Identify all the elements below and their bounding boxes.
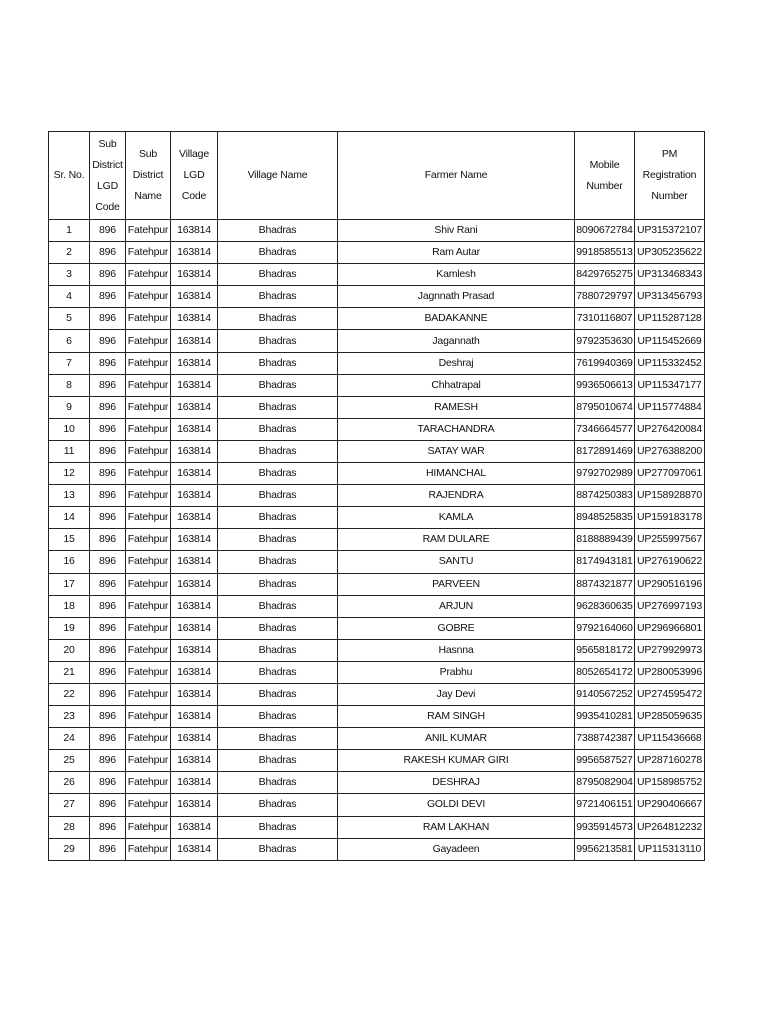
cell-village-lgd-code: 163814 [171, 683, 218, 705]
cell-village-name: Bhadras [218, 330, 338, 352]
column-header-sub-district-lgd-code: Sub District LGD Code [90, 132, 126, 220]
cell-pm-registration-number: UP115287128 [635, 308, 705, 330]
cell-village-lgd-code: 163814 [171, 308, 218, 330]
cell-pm-registration-number: UP290406667 [635, 794, 705, 816]
cell-mobile-number: 8795082904 [575, 772, 635, 794]
cell-sub-district-lgd-code: 896 [90, 242, 126, 264]
cell-village-lgd-code: 163814 [171, 264, 218, 286]
cell-pm-registration-number: UP255997567 [635, 529, 705, 551]
column-header-village-name: Village Name [218, 132, 338, 220]
cell-farmer-name: PARVEEN [338, 573, 575, 595]
cell-village-lgd-code: 163814 [171, 374, 218, 396]
table-row [49, 396, 705, 418]
cell-village-name: Bhadras [218, 838, 338, 860]
cell-sr-no: 19 [49, 617, 90, 639]
column-header-mobile-number: Mobile Number [575, 132, 635, 220]
cell-sr-no: 10 [49, 418, 90, 440]
cell-village-lgd-code: 163814 [171, 485, 218, 507]
cell-farmer-name: RAMESH [338, 396, 575, 418]
table-row [49, 352, 705, 374]
table-row [49, 463, 705, 485]
table-body [49, 220, 705, 861]
cell-sub-district-lgd-code: 896 [90, 440, 126, 462]
cell-mobile-number: 7388742387 [575, 728, 635, 750]
cell-sub-district-lgd-code: 896 [90, 750, 126, 772]
cell-sub-district-lgd-code: 896 [90, 728, 126, 750]
cell-pm-registration-number: UP277097061 [635, 463, 705, 485]
cell-sr-no: 26 [49, 772, 90, 794]
cell-village-lgd-code: 163814 [171, 750, 218, 772]
cell-mobile-number: 7619940369 [575, 352, 635, 374]
cell-village-name: Bhadras [218, 661, 338, 683]
cell-sub-district-name: Fatehpur [126, 595, 171, 617]
table-row [49, 573, 705, 595]
cell-sub-district-name: Fatehpur [126, 728, 171, 750]
cell-mobile-number: 9956213581 [575, 838, 635, 860]
table-row [49, 639, 705, 661]
cell-village-name: Bhadras [218, 264, 338, 286]
cell-mobile-number: 9935914573 [575, 816, 635, 838]
cell-pm-registration-number: UP264812232 [635, 816, 705, 838]
cell-sub-district-name: Fatehpur [126, 463, 171, 485]
cell-farmer-name: Shiv Rani [338, 220, 575, 242]
cell-farmer-name: TARACHANDRA [338, 418, 575, 440]
table-row [49, 330, 705, 352]
cell-village-name: Bhadras [218, 529, 338, 551]
cell-mobile-number: 7310116807 [575, 308, 635, 330]
table-row [49, 529, 705, 551]
cell-sub-district-name: Fatehpur [126, 529, 171, 551]
cell-village-name: Bhadras [218, 816, 338, 838]
cell-village-name: Bhadras [218, 683, 338, 705]
cell-sub-district-name: Fatehpur [126, 573, 171, 595]
cell-village-name: Bhadras [218, 308, 338, 330]
cell-sub-district-lgd-code: 896 [90, 463, 126, 485]
cell-sr-no: 1 [49, 220, 90, 242]
cell-sub-district-name: Fatehpur [126, 352, 171, 374]
cell-farmer-name: SANTU [338, 551, 575, 573]
cell-farmer-name: ARJUN [338, 595, 575, 617]
cell-pm-registration-number: UP158985752 [635, 772, 705, 794]
column-header-sr-no: Sr. No. [49, 132, 90, 220]
farmer-table [48, 131, 705, 861]
table-row [49, 728, 705, 750]
cell-village-name: Bhadras [218, 639, 338, 661]
cell-village-lgd-code: 163814 [171, 463, 218, 485]
cell-sub-district-lgd-code: 896 [90, 772, 126, 794]
cell-pm-registration-number: UP313468343 [635, 264, 705, 286]
cell-farmer-name: BADAKANNE [338, 308, 575, 330]
cell-village-name: Bhadras [218, 706, 338, 728]
cell-sr-no: 4 [49, 286, 90, 308]
cell-sr-no: 3 [49, 264, 90, 286]
cell-village-name: Bhadras [218, 750, 338, 772]
cell-village-name: Bhadras [218, 396, 338, 418]
table-row [49, 750, 705, 772]
cell-sr-no: 20 [49, 639, 90, 661]
cell-village-lgd-code: 163814 [171, 661, 218, 683]
cell-village-lgd-code: 163814 [171, 529, 218, 551]
cell-sub-district-lgd-code: 896 [90, 264, 126, 286]
cell-village-name: Bhadras [218, 772, 338, 794]
cell-mobile-number: 8090672784 [575, 220, 635, 242]
cell-sub-district-name: Fatehpur [126, 750, 171, 772]
cell-village-name: Bhadras [218, 440, 338, 462]
cell-mobile-number: 9918585513 [575, 242, 635, 264]
cell-pm-registration-number: UP280053996 [635, 661, 705, 683]
column-header-village-lgd-code: Village LGD Code [171, 132, 218, 220]
table-row [49, 617, 705, 639]
cell-sr-no: 12 [49, 463, 90, 485]
cell-sub-district-lgd-code: 896 [90, 418, 126, 440]
cell-mobile-number: 7880729797 [575, 286, 635, 308]
cell-sr-no: 18 [49, 595, 90, 617]
cell-village-lgd-code: 163814 [171, 286, 218, 308]
cell-farmer-name: Deshraj [338, 352, 575, 374]
cell-village-lgd-code: 163814 [171, 330, 218, 352]
cell-pm-registration-number: UP305235622 [635, 242, 705, 264]
cell-sr-no: 14 [49, 507, 90, 529]
cell-sub-district-name: Fatehpur [126, 683, 171, 705]
cell-farmer-name: DESHRAJ [338, 772, 575, 794]
cell-sub-district-lgd-code: 896 [90, 816, 126, 838]
cell-village-lgd-code: 163814 [171, 728, 218, 750]
cell-mobile-number: 8174943181 [575, 551, 635, 573]
cell-farmer-name: RAJENDRA [338, 485, 575, 507]
cell-sr-no: 7 [49, 352, 90, 374]
cell-sub-district-name: Fatehpur [126, 816, 171, 838]
cell-mobile-number: 9140567252 [575, 683, 635, 705]
cell-sub-district-name: Fatehpur [126, 418, 171, 440]
cell-farmer-name: RAKESH KUMAR GIRI [338, 750, 575, 772]
cell-village-lgd-code: 163814 [171, 816, 218, 838]
cell-pm-registration-number: UP115436668 [635, 728, 705, 750]
cell-pm-registration-number: UP296966801 [635, 617, 705, 639]
cell-pm-registration-number: UP158928870 [635, 485, 705, 507]
cell-sub-district-name: Fatehpur [126, 330, 171, 352]
column-header-farmer-name: Farmer Name [338, 132, 575, 220]
cell-pm-registration-number: UP115774884 [635, 396, 705, 418]
cell-village-lgd-code: 163814 [171, 838, 218, 860]
cell-sub-district-lgd-code: 896 [90, 661, 126, 683]
cell-mobile-number: 9792702989 [575, 463, 635, 485]
cell-sub-district-name: Fatehpur [126, 396, 171, 418]
cell-village-name: Bhadras [218, 463, 338, 485]
cell-village-name: Bhadras [218, 418, 338, 440]
cell-village-lgd-code: 163814 [171, 242, 218, 264]
table-header [49, 132, 705, 220]
cell-mobile-number: 8429765275 [575, 264, 635, 286]
cell-sub-district-lgd-code: 896 [90, 352, 126, 374]
cell-mobile-number: 7346664577 [575, 418, 635, 440]
cell-village-name: Bhadras [218, 485, 338, 507]
cell-farmer-name: GOBRE [338, 617, 575, 639]
cell-village-lgd-code: 163814 [171, 507, 218, 529]
cell-farmer-name: HIMANCHAL [338, 463, 575, 485]
cell-sub-district-name: Fatehpur [126, 286, 171, 308]
cell-pm-registration-number: UP290516196 [635, 573, 705, 595]
cell-sr-no: 16 [49, 551, 90, 573]
cell-village-name: Bhadras [218, 617, 338, 639]
cell-village-lgd-code: 163814 [171, 772, 218, 794]
table-row [49, 772, 705, 794]
cell-sr-no: 22 [49, 683, 90, 705]
cell-village-name: Bhadras [218, 573, 338, 595]
cell-village-name: Bhadras [218, 374, 338, 396]
table-row [49, 794, 705, 816]
cell-farmer-name: Prabhu [338, 661, 575, 683]
farmer-registration-sheet [48, 131, 705, 861]
cell-sub-district-lgd-code: 896 [90, 529, 126, 551]
cell-mobile-number: 8188889439 [575, 529, 635, 551]
cell-sub-district-name: Fatehpur [126, 308, 171, 330]
cell-sr-no: 11 [49, 440, 90, 462]
cell-sub-district-lgd-code: 896 [90, 573, 126, 595]
cell-pm-registration-number: UP159183178 [635, 507, 705, 529]
cell-pm-registration-number: UP276997193 [635, 595, 705, 617]
header-row [49, 132, 705, 220]
cell-village-lgd-code: 163814 [171, 440, 218, 462]
cell-village-lgd-code: 163814 [171, 352, 218, 374]
cell-village-name: Bhadras [218, 595, 338, 617]
cell-sub-district-lgd-code: 896 [90, 683, 126, 705]
cell-mobile-number: 9935410281 [575, 706, 635, 728]
column-header-pm-registration-number: PM Registration Number [635, 132, 705, 220]
cell-village-lgd-code: 163814 [171, 220, 218, 242]
cell-sr-no: 28 [49, 816, 90, 838]
cell-pm-registration-number: UP313456793 [635, 286, 705, 308]
cell-village-lgd-code: 163814 [171, 617, 218, 639]
cell-sub-district-name: Fatehpur [126, 706, 171, 728]
cell-pm-registration-number: UP115332452 [635, 352, 705, 374]
cell-sub-district-name: Fatehpur [126, 794, 171, 816]
cell-mobile-number: 9956587527 [575, 750, 635, 772]
table-row [49, 706, 705, 728]
cell-mobile-number: 8172891469 [575, 440, 635, 462]
table-row [49, 242, 705, 264]
cell-farmer-name: KAMLA [338, 507, 575, 529]
table-row [49, 220, 705, 242]
cell-pm-registration-number: UP315372107 [635, 220, 705, 242]
cell-sr-no: 13 [49, 485, 90, 507]
cell-village-lgd-code: 163814 [171, 418, 218, 440]
cell-sr-no: 24 [49, 728, 90, 750]
table-row [49, 661, 705, 683]
cell-mobile-number: 8795010674 [575, 396, 635, 418]
cell-village-name: Bhadras [218, 728, 338, 750]
cell-sub-district-lgd-code: 896 [90, 485, 126, 507]
cell-village-lgd-code: 163814 [171, 573, 218, 595]
cell-farmer-name: Ram Autar [338, 242, 575, 264]
table-row [49, 374, 705, 396]
table-row [49, 440, 705, 462]
cell-sub-district-name: Fatehpur [126, 485, 171, 507]
cell-mobile-number: 8052654172 [575, 661, 635, 683]
cell-sub-district-lgd-code: 896 [90, 595, 126, 617]
cell-sr-no: 25 [49, 750, 90, 772]
cell-sr-no: 6 [49, 330, 90, 352]
cell-sr-no: 5 [49, 308, 90, 330]
cell-farmer-name: Jagnnath Prasad [338, 286, 575, 308]
cell-sub-district-lgd-code: 896 [90, 794, 126, 816]
cell-sr-no: 29 [49, 838, 90, 860]
cell-village-lgd-code: 163814 [171, 551, 218, 573]
cell-mobile-number: 9792353630 [575, 330, 635, 352]
cell-mobile-number: 9721406151 [575, 794, 635, 816]
cell-sub-district-name: Fatehpur [126, 661, 171, 683]
cell-sub-district-name: Fatehpur [126, 264, 171, 286]
cell-farmer-name: Gayadeen [338, 838, 575, 860]
cell-sub-district-name: Fatehpur [126, 374, 171, 396]
cell-sub-district-lgd-code: 896 [90, 286, 126, 308]
cell-pm-registration-number: UP115313110 [635, 838, 705, 860]
cell-pm-registration-number: UP276388200 [635, 440, 705, 462]
cell-pm-registration-number: UP276190622 [635, 551, 705, 573]
table-row [49, 816, 705, 838]
cell-village-name: Bhadras [218, 242, 338, 264]
cell-village-lgd-code: 163814 [171, 595, 218, 617]
cell-village-lgd-code: 163814 [171, 794, 218, 816]
table-row [49, 595, 705, 617]
cell-mobile-number: 9628360635 [575, 595, 635, 617]
cell-farmer-name: Hasnna [338, 639, 575, 661]
cell-sr-no: 8 [49, 374, 90, 396]
cell-sub-district-lgd-code: 896 [90, 838, 126, 860]
cell-farmer-name: Jay Devi [338, 683, 575, 705]
cell-sr-no: 21 [49, 661, 90, 683]
cell-sr-no: 2 [49, 242, 90, 264]
table-row [49, 264, 705, 286]
cell-sr-no: 23 [49, 706, 90, 728]
cell-sub-district-lgd-code: 896 [90, 396, 126, 418]
cell-mobile-number: 8874321877 [575, 573, 635, 595]
cell-sr-no: 9 [49, 396, 90, 418]
cell-sub-district-lgd-code: 896 [90, 374, 126, 396]
cell-sub-district-name: Fatehpur [126, 772, 171, 794]
cell-pm-registration-number: UP115452669 [635, 330, 705, 352]
cell-sub-district-lgd-code: 896 [90, 617, 126, 639]
table-row [49, 286, 705, 308]
cell-pm-registration-number: UP115347177 [635, 374, 705, 396]
cell-village-name: Bhadras [218, 352, 338, 374]
cell-farmer-name: ANIL KUMAR [338, 728, 575, 750]
cell-sub-district-name: Fatehpur [126, 617, 171, 639]
cell-pm-registration-number: UP276420084 [635, 418, 705, 440]
cell-farmer-name: Chhatrapal [338, 374, 575, 396]
cell-sub-district-name: Fatehpur [126, 440, 171, 462]
cell-village-name: Bhadras [218, 551, 338, 573]
cell-sub-district-name: Fatehpur [126, 639, 171, 661]
table-row [49, 838, 705, 860]
table-row [49, 308, 705, 330]
cell-mobile-number: 8948525835 [575, 507, 635, 529]
cell-village-name: Bhadras [218, 220, 338, 242]
cell-sub-district-lgd-code: 896 [90, 330, 126, 352]
cell-sub-district-name: Fatehpur [126, 220, 171, 242]
cell-sub-district-lgd-code: 896 [90, 507, 126, 529]
cell-sr-no: 15 [49, 529, 90, 551]
cell-village-lgd-code: 163814 [171, 396, 218, 418]
cell-mobile-number: 9565818172 [575, 639, 635, 661]
cell-village-lgd-code: 163814 [171, 639, 218, 661]
cell-farmer-name: RAM LAKHAN [338, 816, 575, 838]
cell-farmer-name: RAM SINGH [338, 706, 575, 728]
table-row [49, 683, 705, 705]
cell-mobile-number: 9792164060 [575, 617, 635, 639]
cell-farmer-name: GOLDI DEVI [338, 794, 575, 816]
cell-sub-district-lgd-code: 896 [90, 551, 126, 573]
cell-sub-district-lgd-code: 896 [90, 639, 126, 661]
cell-village-name: Bhadras [218, 507, 338, 529]
cell-mobile-number: 9936506613 [575, 374, 635, 396]
cell-farmer-name: RAM DULARE [338, 529, 575, 551]
cell-pm-registration-number: UP285059635 [635, 706, 705, 728]
cell-village-name: Bhadras [218, 286, 338, 308]
table-row [49, 551, 705, 573]
cell-farmer-name: Kamlesh [338, 264, 575, 286]
cell-sub-district-lgd-code: 896 [90, 220, 126, 242]
cell-village-lgd-code: 163814 [171, 706, 218, 728]
cell-pm-registration-number: UP274595472 [635, 683, 705, 705]
column-header-sub-district-name: Sub District Name [126, 132, 171, 220]
cell-sub-district-lgd-code: 896 [90, 706, 126, 728]
cell-village-name: Bhadras [218, 794, 338, 816]
cell-mobile-number: 8874250383 [575, 485, 635, 507]
cell-sr-no: 27 [49, 794, 90, 816]
cell-sub-district-name: Fatehpur [126, 507, 171, 529]
cell-farmer-name: Jagannath [338, 330, 575, 352]
cell-sr-no: 17 [49, 573, 90, 595]
table-row [49, 418, 705, 440]
table-row [49, 507, 705, 529]
cell-pm-registration-number: UP287160278 [635, 750, 705, 772]
cell-sub-district-lgd-code: 896 [90, 308, 126, 330]
table-row [49, 485, 705, 507]
cell-sub-district-name: Fatehpur [126, 551, 171, 573]
cell-pm-registration-number: UP279929973 [635, 639, 705, 661]
cell-farmer-name: SATAY WAR [338, 440, 575, 462]
cell-sub-district-name: Fatehpur [126, 242, 171, 264]
cell-sub-district-name: Fatehpur [126, 838, 171, 860]
